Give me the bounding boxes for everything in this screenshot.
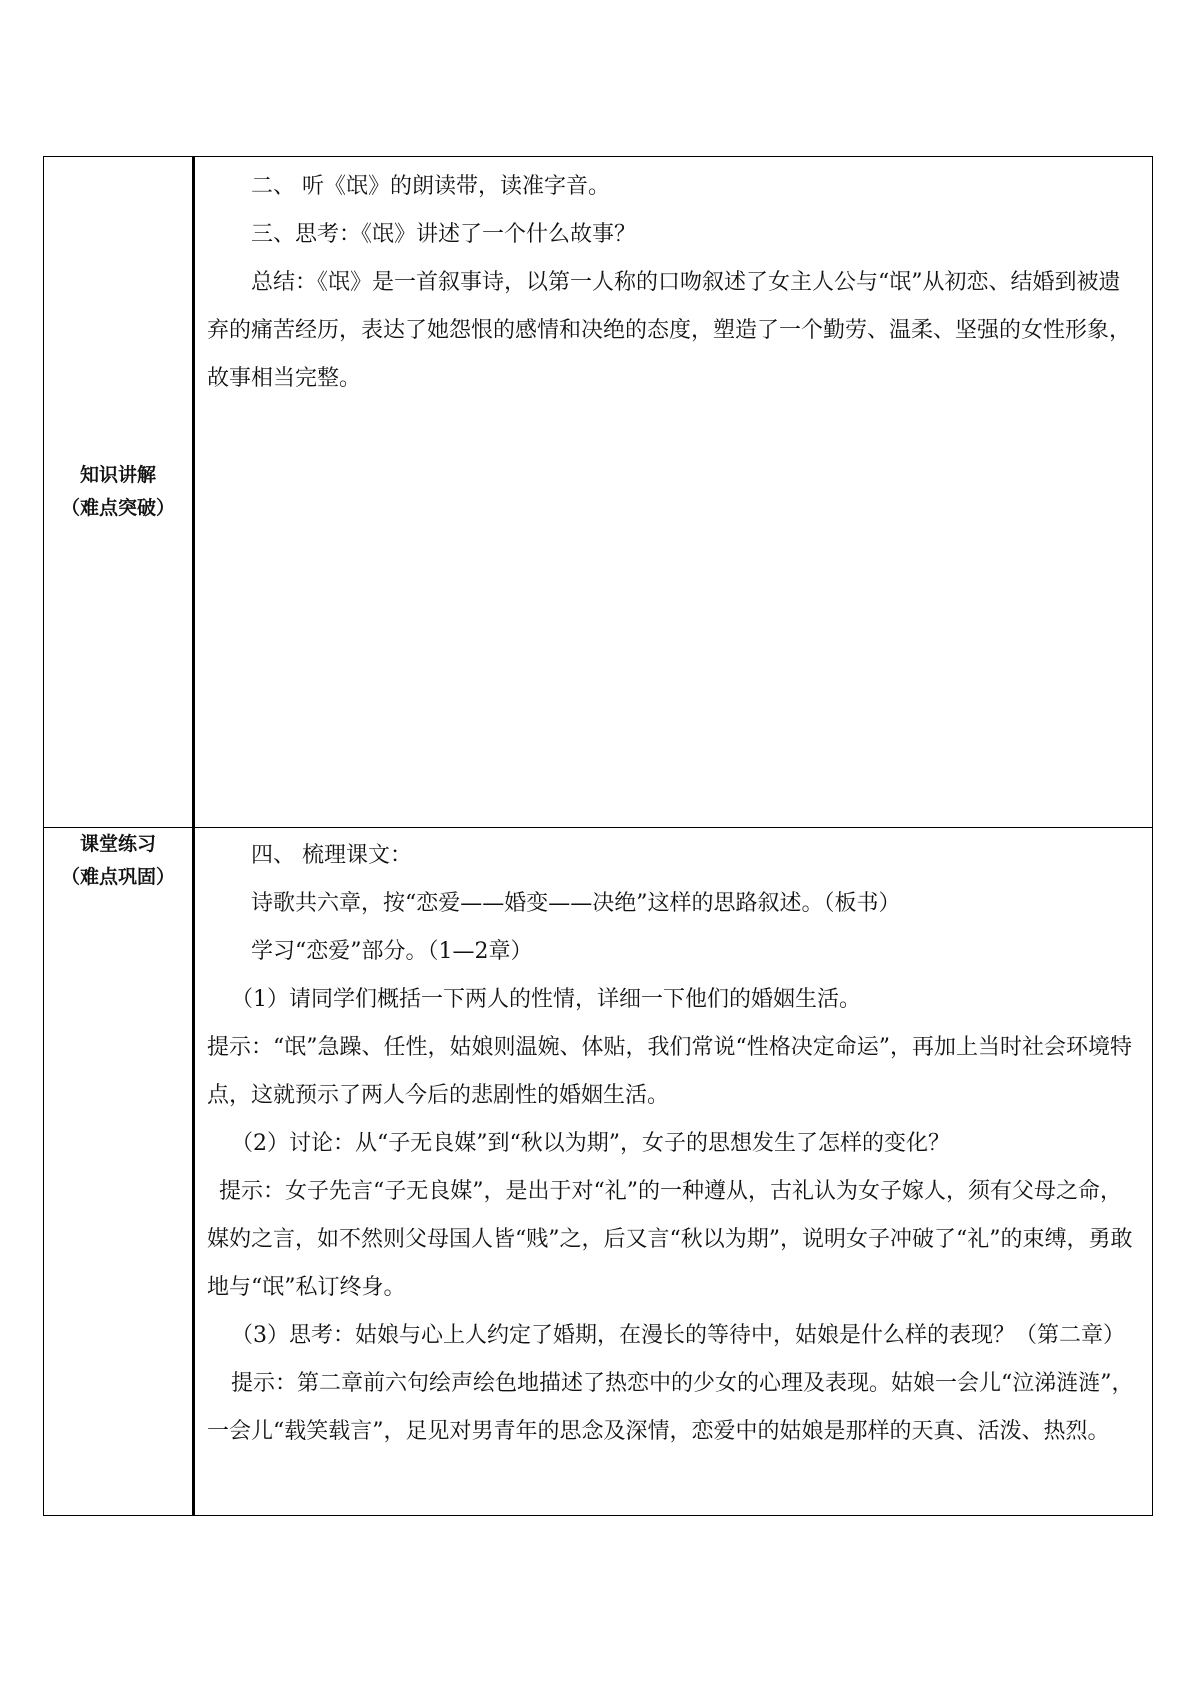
- practice-label-cell: [44, 828, 194, 1516]
- paragraph-question-3: （3）思考：姑娘与心上人约定了婚期，在漫长的等待中，姑娘是什么样的表现？（第二章）: [231, 1323, 1126, 1348]
- knowledge-label-cell: [44, 157, 194, 828]
- knowledge-content-cell: [194, 157, 1153, 828]
- knowledge-row: [44, 157, 1153, 828]
- paragraph-question-2: （2）讨论：从“子无良媒”到“秋以为期”，女子的思想发生了怎样的变化？: [231, 1131, 950, 1156]
- paragraph-hint-2: 提示：女子先言“子无良媒”，是出于对“礼”的一种遵从，古礼认为女子嫁人，须有父母之命，媒妁之言，如不然则父母国人皆“贱”之，后又言“秋以为期”，说明女子冲破了“礼”的束缚，勇敢地与“氓”私订终身。: [207, 1179, 1133, 1300]
- paragraph-listen: 二、 听《氓》的朗读带，读准字音。: [251, 174, 610, 199]
- practice-sublabel: （难点巩固）: [60, 866, 175, 888]
- practice-row: [44, 828, 1153, 1516]
- paragraph-question-1: （1）请同学们概括一下两人的性情，详细一下他们的婚姻生活。: [231, 987, 861, 1012]
- practice-label: 课堂练习: [79, 833, 156, 855]
- lesson-table: [43, 156, 1153, 1516]
- paragraph-outline: 四、 梳理课文：: [251, 843, 412, 868]
- paragraph-hint-1: 提示：“氓”急躁、任性，姑娘则温婉、体贴，我们常说“性格决定命运”，再加上当时社会环境特点，这就预示了两人今后的悲剧性的婚姻生活。: [207, 1035, 1132, 1108]
- paragraph-summary: 总结：《氓》是一首叙事诗，以第一人称的口吻叙述了女主人公与“氓”从初恋、结婚到被遗弃的痛苦经历，表达了她怨恨的感情和决绝的态度，塑造了一个勤劳、温柔、坚强的女性形象，故事相当完整。: [207, 270, 1132, 391]
- paragraph-structure: 诗歌共六章，按“恋爱——婚变——决绝”这样的思路叙述。（板书）: [251, 891, 901, 916]
- paragraph-hint-3: 提示：第二章前六句绘声绘色地描述了热恋中的少女的心理及表现。姑娘一会儿“泣涕涟涟”，一会儿“载笑载言”，足见对男青年的思念及深情，恋爱中的姑娘是那样的天真、活泼、热烈。: [207, 1371, 1134, 1444]
- knowledge-sublabel: （难点突破）: [60, 497, 175, 519]
- paragraph-study-love: 学习“恋爱”部分。（1—2章）: [251, 939, 533, 964]
- paragraph-think: 三、思考：《氓》讲述了一个什么故事？: [251, 222, 637, 247]
- practice-content-cell: [194, 828, 1153, 1516]
- knowledge-label: 知识讲解: [79, 464, 156, 486]
